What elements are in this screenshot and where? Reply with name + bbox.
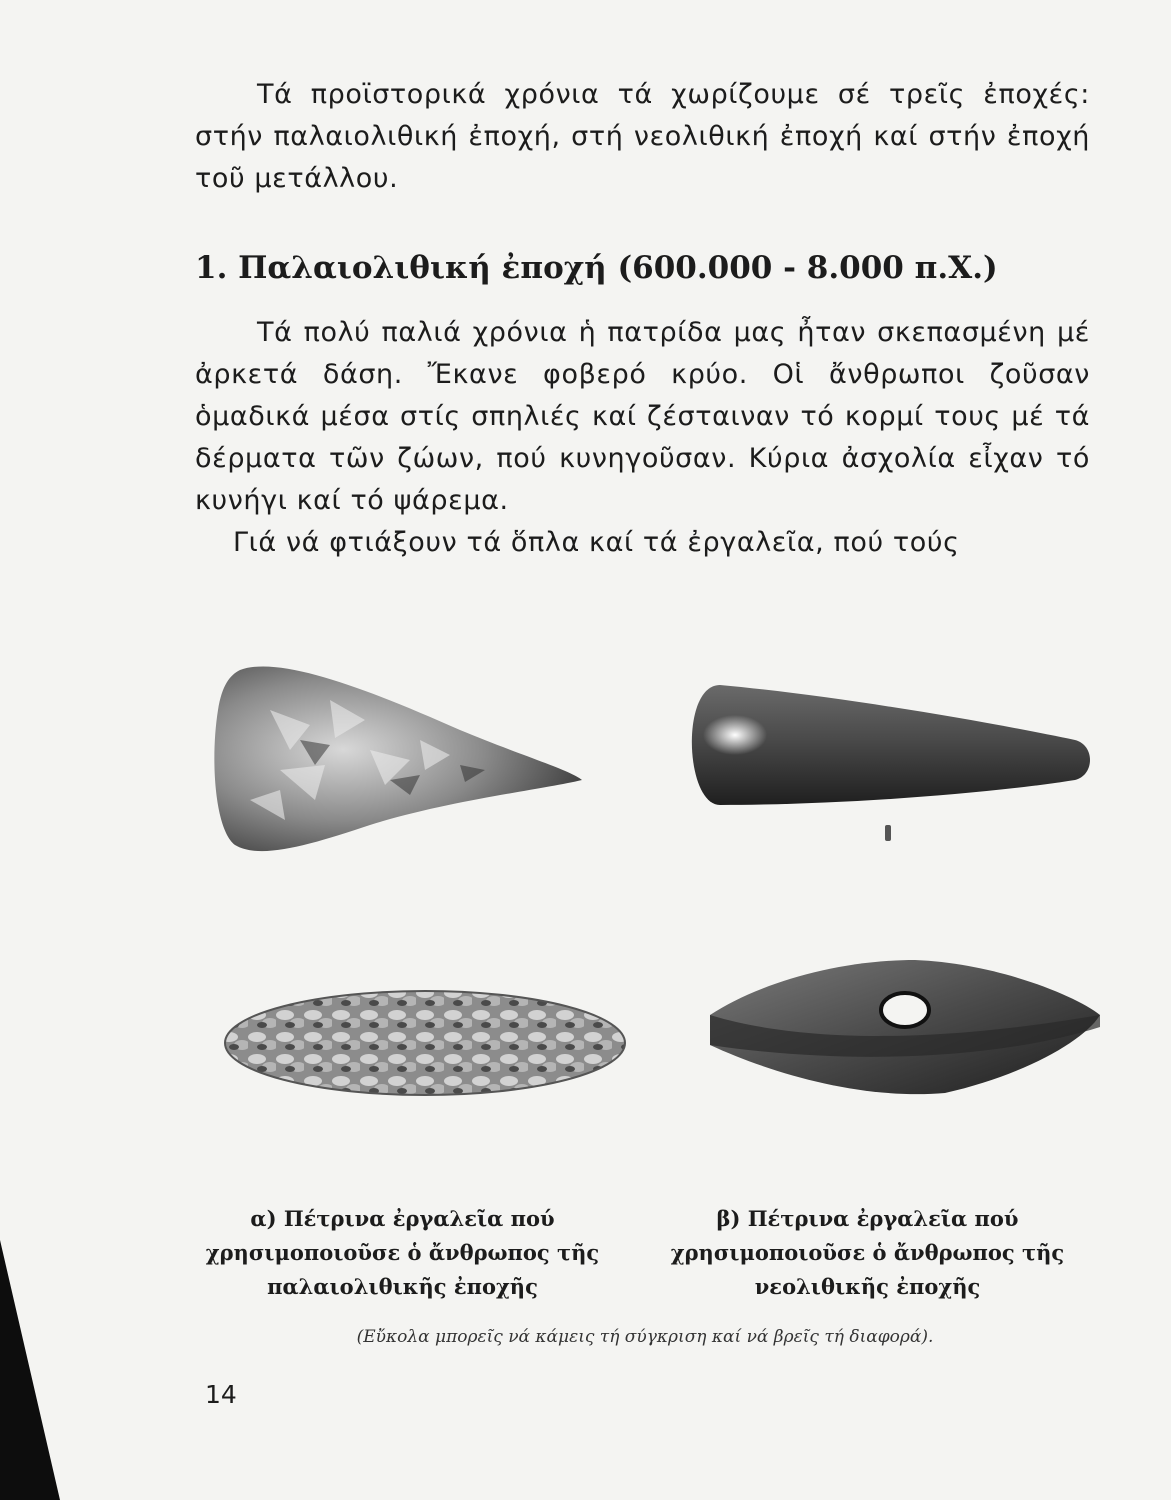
intro-paragraph: Τά προϊστορικά χρόνια τά χωρίζουμε σέ τρεῖς ἐποχές: στήν παλαιολιθική ἐποχή, στή νεολιθική ἐποχή καί στήν ἐποχή τοῦ μετάλλου. (195, 79, 1090, 194)
page-edge-shadow (0, 1240, 60, 1500)
page-number: 14 (205, 1380, 237, 1409)
caption-neolithic: β) Πέτρινα ἐργαλεῖα πού χρησιμοποιοῦσε ὁ ἄνθρωπος τῆς νεολιθικῆς ἐποχῆς (670, 1206, 1065, 1299)
paleolithic-hand-axe-image (210, 650, 585, 860)
caption-paleolithic: α) Πέτρινα ἐργαλεῖα πού χρησιμοποιοῦσε ὁ ἄνθρωπος τῆς παλαιολιθικῆς ἐποχῆς (205, 1206, 600, 1299)
print-speck (885, 825, 891, 841)
section-heading: 1. Παλαιολιθική ἐποχή (600.000 - 8.000 π.Χ.) (195, 250, 998, 286)
neolithic-polished-axe-image (680, 680, 1095, 810)
body-paragraph-2: Γιά νά φτιάξουν τά ὅπλα καί τά ἐργαλεῖα, πού τούς (233, 527, 960, 558)
body-paragraph-1: Τά πολύ παλιά χρόνια ἡ πατρίδα μας ἦταν σκεπασμένη μέ ἀρκετά δάση. Ἔκανε φοβερό κρύο. Οἱ ἄνθρωποι ζοῦσαν ὁμαδικά μέσα στίς σπηλιές καί ζέσταιναν τό κορμί τους μέ τά δέρματα τῶν ζώων, πού κυνηγοῦσαν. Κύρια ἀσχολία εἶχαν τό κυνήγι καί τό ψάρεμα. (195, 317, 1090, 516)
comparison-note: (Εὔκολα μπορεῖς νά κάμεις τή σύγκριση καί νά βρεῖς τή διαφορά). (356, 1327, 934, 1347)
neolithic-axe-head-image (695, 955, 1105, 1100)
paleolithic-flint-blade-image (220, 985, 630, 1100)
